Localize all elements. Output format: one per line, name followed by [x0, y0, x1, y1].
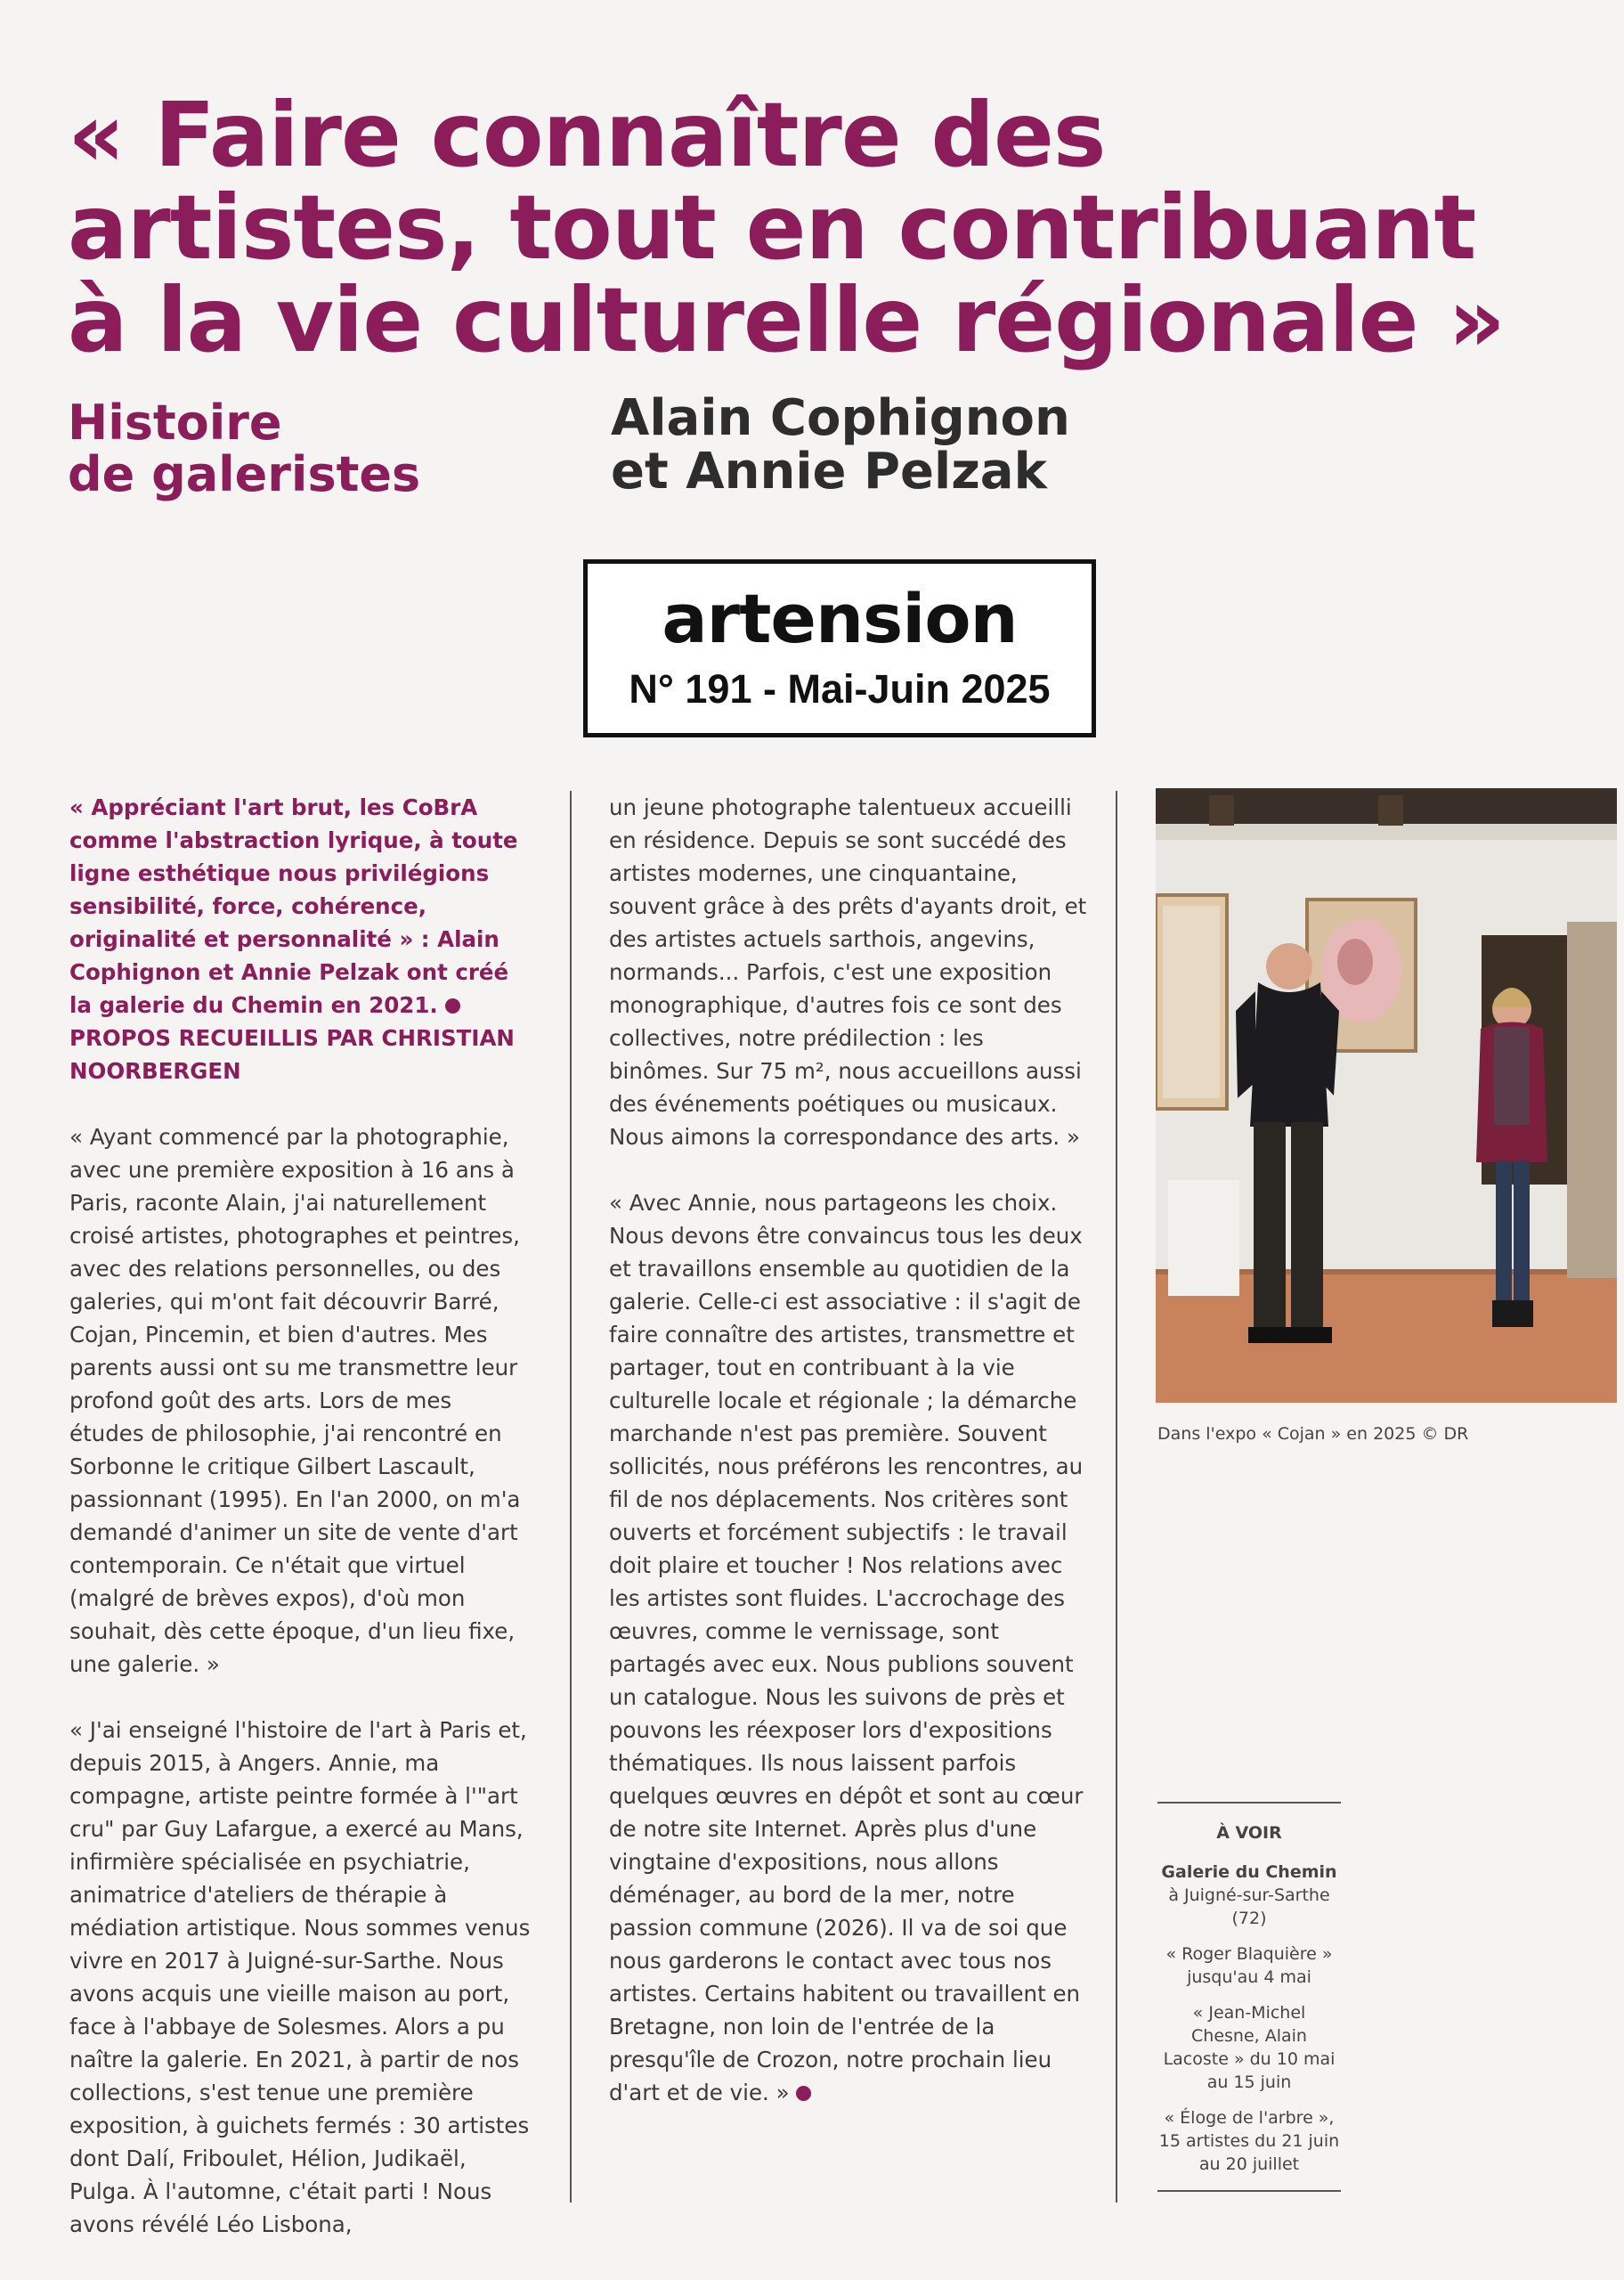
section-kicker — [68, 397, 420, 501]
gallery-location: à Juigné-sur-Sarthe (72) — [1168, 1885, 1330, 1928]
magazine-logo: artension — [662, 579, 1018, 658]
photo-caption: Dans l'expo « Cojan » en 2025 © DR — [1157, 1424, 1469, 1444]
sidebar-rule-top — [1157, 1802, 1341, 1804]
bullet-dot-icon — [445, 998, 460, 1014]
author-line: Alain Cophignon — [611, 389, 1070, 447]
gallery-name: Galerie du Chemin — [1161, 1862, 1337, 1882]
kicker-line: de galeristes — [68, 446, 421, 502]
headline-line: à la vie culturelle régionale » — [68, 268, 1505, 372]
headline — [68, 83, 1581, 372]
sidebar-rule-bottom — [1157, 2190, 1341, 2192]
magazine-issue: N° 191 - Mai-Juin 2025 — [629, 666, 1051, 712]
gallery-photo — [1156, 788, 1617, 1403]
interviewee-names — [611, 389, 1070, 501]
body-paragraph: « Ayant commencé par la photographie, avec une première exposition à 16 ans à Paris, raconte Alain, j'ai naturellement croisé artistes, photographes et peintres, avec des relations personnelles, ou des galeries, qui m'ont fait découvrir Barré, Cojan, Pincemin, et bien d'autres. Mes parents aussi ont su me transmettre leur profond goût des arts. Lors de mes études de philosophie, j'ai rencontré en Sorbonne le critique Gilbert Lascault, passionnant (1995). En l'an 2000, on m'a demandé d'animer un site de vente d'art contemporain. Ce n'était que virtuel (malgré de brèves expos), d'où mon souhait, dès cette époque, d'un lieu fixe, une galerie. » — [69, 1124, 521, 1677]
body-paragraph-text: « Avec Annie, nous partageons les choix. Nous devons être convaincus tous les deux et travaillons ensemble au quotidien de la galerie. Celle-ci est associative : il s'agit de faire connaître des artistes, transmettre et partager, tout en contribuant à la vie culturelle locale et régionale ; la démarche marchande n'est pas première. Souvent sollicités, nous préférons les rencontres, au fil de nos déplacements. Nos critères sont ouverts et forcément subjectifs : le travail doit plaire et toucher ! Nos relations avec les artistes sont fluides. L'accrochage des œuvres, comme le vernissage, sont partagés avec eux. Nous publions souvent un catalogue. Nous les suivons de près et pouvons les réexposer lors d'expositions thématiques. Ils nous laissent parfois quelques œuvres en dépôt et sont au cœur de notre site Internet. Après plus d'une vingtaine d'expositions, nous allons déménager, au bord de la mer, notre passion commune (2026). Il va de soi que nous garderons le contact avec tous nos artistes. Certains habitent ou travaillent en Bretagne, non loin de l'entrée de la presqu'île de Crozon, notre prochain lieu d'art et de vie. » — [609, 1190, 1084, 2105]
sidebar-title: À VOIR — [1216, 1823, 1282, 1843]
exhibition-item: « Éloge de l'arbre », 15 artistes du 21 juin au 20 juillet — [1158, 2108, 1340, 2174]
end-dot-icon — [796, 2086, 811, 2101]
body-paragraph: un jeune photographe talentueux accueilli en résidence. Depuis se sont succédé des artistes modernes, une cinquantaine, souvent grâce à des prêts d'ayants droit, et des artistes actuels sarthois, angevins, normands... Parfois, c'est une exposition monographique, d'autres fois ce sont des collectives, notre prédilection : les binômes. Sur 75 m², nous accueillons aussi des événements poétiques ou musicaux. Nous aimons la correspondance des arts. » — [609, 794, 1087, 1150]
magazine-label-box — [583, 559, 1096, 737]
exhibition-item: « Jean-Michel Chesne, Alain Lacoste » du 10 mai au 15 juin — [1163, 2003, 1336, 2092]
intro-lead: « Appréciant l'art brut, les CoBrA comme l'abstraction lyrique, à toute ligne esthétique nous privilégions sensibilité, force, cohérence, originalité et personnalité » : Alain Cophignon et Annie Pelzak ont créé la galerie du Chemin en 2021. — [69, 794, 518, 1018]
column-divider — [1116, 791, 1117, 2203]
author-line: et Annie Pelzak — [611, 443, 1047, 501]
intro-paragraph — [69, 791, 532, 1087]
article-column-2 — [609, 791, 1090, 2142]
article-column-1 — [69, 791, 532, 2274]
body-paragraph: « J'ai enseigné l'histoire de l'art à Paris et, depuis 2015, à Angers. Annie, ma compagne, artiste peintre formée à l'"art cru" par Guy Lafargue, a exercé au Mans, infirmière spécialisée en psychiatrie, animatrice d'ateliers de thérapie à médiation artistique. Nous sommes venus vivre en 2017 à Juigné-sur-Sarthe. Nous avons acquis une vieille maison au port, face à l'abbaye de Solesmes. Alors a pu naître la galerie. En 2021, à partir de nos collections, s'est tenue une première exposition, à guichets fermés : 30 artistes dont Dalí, Friboulet, Hélion, Judikaël, Pulga. À l'automne, c'était parti ! Nous avons révélé Léo Lisbona, — [69, 1717, 531, 2237]
gallery-photo-illustration — [1156, 788, 1617, 1403]
column-divider — [570, 791, 572, 2203]
body-paragraph-final — [609, 1186, 1090, 2109]
byline: PROPOS RECUEILLIS PAR CHRISTIAN NOORBERGEN — [69, 1025, 515, 1084]
headline-line: artistes, tout en contribuant — [68, 175, 1476, 280]
kicker-line: Histoire — [68, 395, 282, 451]
headline-line: « Faire connaître des — [68, 83, 1106, 187]
exhibition-item: « Roger Blaquière » jusqu'au 4 mai — [1165, 1944, 1333, 1987]
a-voir-sidebar — [1157, 1802, 1341, 2192]
